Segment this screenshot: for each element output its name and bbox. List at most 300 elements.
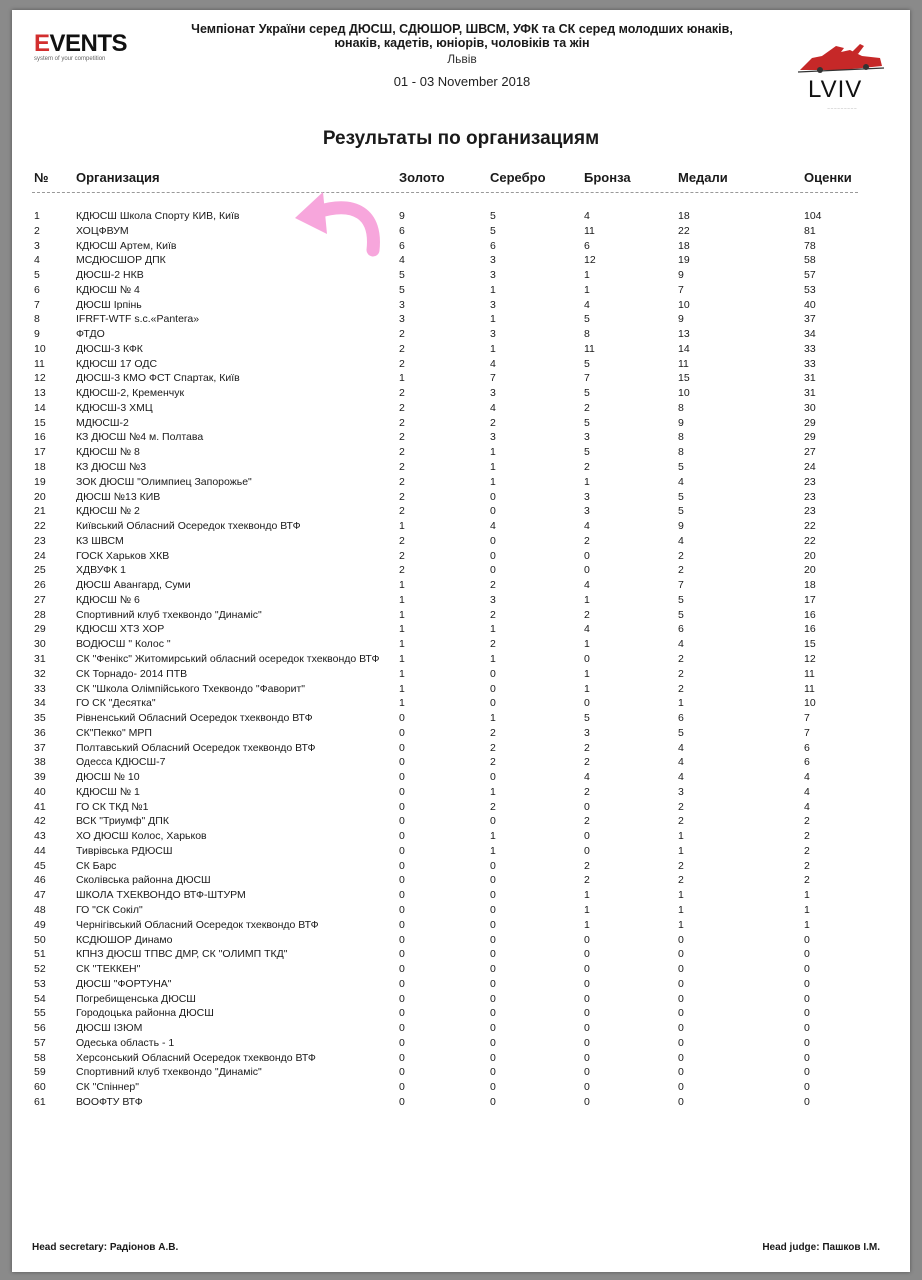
table-row <box>12 667 910 682</box>
row-gold: 3 <box>399 313 405 326</box>
row-org: КДЮСШ Школа Спорту КИВ, Київ <box>76 210 240 222</box>
row-bronze: 0 <box>584 1066 590 1079</box>
row-gold: 1 <box>399 579 405 592</box>
row-medals: 6 <box>678 623 684 636</box>
row-medals: 4 <box>678 475 684 488</box>
row-org: ДЮСШ ІЗЮМ <box>76 1022 143 1035</box>
row-num: 7 <box>34 298 40 311</box>
row-num: 3 <box>34 239 40 252</box>
row-silver: 0 <box>490 505 496 518</box>
row-score: 2 <box>804 830 810 843</box>
row-org: ДЮСШ "ФОРТУНА" <box>76 977 172 990</box>
row-gold: 2 <box>399 475 405 488</box>
row-medals: 1 <box>678 844 684 857</box>
table-row <box>12 268 910 283</box>
row-score: 7 <box>804 726 810 739</box>
row-medals: 4 <box>678 741 684 754</box>
row-silver: 5 <box>490 210 496 222</box>
row-silver: 1 <box>490 712 496 725</box>
row-silver: 0 <box>490 1051 496 1064</box>
row-num: 29 <box>34 623 46 636</box>
row-silver: 3 <box>490 328 496 341</box>
row-org: СК Торнадо- 2014 ПТВ <box>76 667 188 680</box>
row-silver: 3 <box>490 298 496 311</box>
row-score: 22 <box>804 520 816 533</box>
table-row <box>12 416 910 431</box>
row-org: КПНЗ ДЮСШ ТПВС ДМР, СК "ОЛИМП ТКД" <box>76 948 288 961</box>
row-bronze: 1 <box>584 918 590 931</box>
table-row <box>12 504 910 519</box>
row-num: 12 <box>34 372 46 385</box>
row-org: ДЮСШ Ірпінь <box>76 298 142 311</box>
row-score: 40 <box>804 298 816 311</box>
table-row <box>12 711 910 726</box>
row-gold: 5 <box>399 283 405 296</box>
row-num: 34 <box>34 697 46 710</box>
table-row <box>12 1036 910 1051</box>
row-silver: 2 <box>490 579 496 592</box>
table-row <box>12 563 910 578</box>
row-org: ЗОК ДЮСШ "Олимпиец Запорожье" <box>76 475 252 488</box>
row-silver: 0 <box>490 1081 496 1094</box>
row-num: 23 <box>34 534 46 547</box>
row-score: 15 <box>804 638 816 651</box>
row-org: Одеська область - 1 <box>76 1036 175 1049</box>
row-bronze: 0 <box>584 830 590 843</box>
row-org: Херсонський Обласний Осередок тхеквондо ВТФ <box>76 1051 316 1064</box>
row-org: ХО ДЮСШ Колос, Харьков <box>76 830 207 843</box>
row-gold: 0 <box>399 859 405 872</box>
table-row <box>12 298 910 313</box>
table-row <box>12 903 910 918</box>
row-num: 8 <box>34 313 40 326</box>
row-org: Полтавський Обласний Осередок тхеквондо ВТФ <box>76 741 316 754</box>
table-row <box>12 445 910 460</box>
row-silver: 0 <box>490 918 496 931</box>
row-bronze: 4 <box>584 623 590 636</box>
row-bronze: 1 <box>584 269 590 282</box>
row-medals: 0 <box>678 1022 684 1035</box>
row-org: КДЮСШ-3 ХМЦ <box>76 401 153 414</box>
row-silver: 0 <box>490 682 496 695</box>
row-score: 0 <box>804 1036 810 1049</box>
row-num: 16 <box>34 431 46 444</box>
table-header <box>12 169 910 187</box>
row-silver: 0 <box>490 874 496 887</box>
table-row <box>12 741 910 756</box>
table-row <box>12 253 910 268</box>
table-row <box>12 947 910 962</box>
row-medals: 15 <box>678 372 690 385</box>
row-bronze: 4 <box>584 210 590 222</box>
row-silver: 0 <box>490 889 496 902</box>
row-score: 23 <box>804 475 816 488</box>
row-score: 7 <box>804 712 810 725</box>
row-org: ГО "СК Сокіл" <box>76 903 143 916</box>
col-bronze-header: Бронза <box>584 170 631 185</box>
row-bronze: 0 <box>584 564 590 577</box>
row-bronze: 1 <box>584 682 590 695</box>
table-row <box>12 1006 910 1021</box>
row-score: 6 <box>804 741 810 754</box>
row-num: 18 <box>34 461 46 474</box>
row-org: Городоцька районна ДЮСШ <box>76 1007 214 1020</box>
row-silver: 0 <box>490 1066 496 1079</box>
row-silver: 0 <box>490 549 496 562</box>
row-num: 17 <box>34 446 46 459</box>
row-num: 49 <box>34 918 46 931</box>
row-org: ХОЦФВУМ <box>76 224 129 237</box>
championship-title: Чемпіонат України серед ДЮСШ, СДЮШОР, ШВСМ, УФК та СК серед молодших юнаків, юнаків, кадетів, юніорів, чоловіків та жін <box>191 22 733 50</box>
row-org: КЗ ДЮСШ №3 <box>76 461 147 474</box>
row-gold: 2 <box>399 549 405 562</box>
row-score: 6 <box>804 756 810 769</box>
row-score: 2 <box>804 859 810 872</box>
row-gold: 0 <box>399 1022 405 1035</box>
row-silver: 1 <box>490 313 496 326</box>
row-gold: 0 <box>399 1095 405 1108</box>
row-bronze: 0 <box>584 697 590 710</box>
row-silver: 0 <box>490 977 496 990</box>
row-org: ВОДЮСШ " Колос " <box>76 638 171 651</box>
row-score: 31 <box>804 372 816 385</box>
row-gold: 0 <box>399 1081 405 1094</box>
row-org: ДЮСШ-2 НКВ <box>76 269 144 282</box>
row-silver: 1 <box>490 830 496 843</box>
row-gold: 2 <box>399 357 405 370</box>
row-num: 38 <box>34 756 46 769</box>
row-bronze: 0 <box>584 652 590 665</box>
row-medals: 14 <box>678 342 690 355</box>
row-medals: 9 <box>678 416 684 429</box>
row-score: 0 <box>804 933 810 946</box>
row-bronze: 0 <box>584 933 590 946</box>
table-row <box>12 844 910 859</box>
row-bronze: 5 <box>584 313 590 326</box>
row-silver: 2 <box>490 638 496 651</box>
row-org: ГО СК ТКД №1 <box>76 800 149 813</box>
row-gold: 0 <box>399 1036 405 1049</box>
table-row <box>12 283 910 298</box>
row-num: 4 <box>34 254 40 267</box>
table-row <box>12 696 910 711</box>
row-gold: 1 <box>399 593 405 606</box>
row-num: 32 <box>34 667 46 680</box>
row-bronze: 2 <box>584 608 590 621</box>
row-bronze: 5 <box>584 387 590 400</box>
row-num: 20 <box>34 490 46 503</box>
row-bronze: 12 <box>584 254 596 267</box>
row-score: 0 <box>804 1095 810 1108</box>
row-medals: 4 <box>678 756 684 769</box>
row-score: 20 <box>804 549 816 562</box>
table-row <box>12 785 910 800</box>
lviv-logo <box>792 40 888 112</box>
row-num: 59 <box>34 1066 46 1079</box>
row-medals: 1 <box>678 697 684 710</box>
table-row <box>12 977 910 992</box>
row-silver: 4 <box>490 520 496 533</box>
row-score: 0 <box>804 963 810 976</box>
table-row <box>12 519 910 534</box>
row-gold: 1 <box>399 372 405 385</box>
row-gold: 3 <box>399 298 405 311</box>
row-medals: 9 <box>678 313 684 326</box>
row-bronze: 1 <box>584 283 590 296</box>
row-score: 11 <box>804 667 815 680</box>
table-row <box>12 800 910 815</box>
row-org: Спортивний клуб тхеквондо "Динаміс" <box>76 608 262 621</box>
row-score: 2 <box>804 815 810 828</box>
row-gold: 0 <box>399 948 405 961</box>
row-gold: 2 <box>399 387 405 400</box>
row-num: 1 <box>34 210 40 222</box>
row-org: Чернігівський Обласний Осередок тхеквондо ВТФ <box>76 918 319 931</box>
row-bronze: 4 <box>584 771 590 784</box>
row-gold: 0 <box>399 830 405 843</box>
row-gold: 9 <box>399 210 405 222</box>
table-row <box>12 755 910 770</box>
row-score: 57 <box>804 269 816 282</box>
row-medals: 19 <box>678 254 690 267</box>
table-row <box>12 888 910 903</box>
row-bronze: 5 <box>584 446 590 459</box>
row-bronze: 2 <box>584 785 590 798</box>
row-medals: 1 <box>678 903 684 916</box>
row-gold: 0 <box>399 741 405 754</box>
row-num: 24 <box>34 549 46 562</box>
row-gold: 0 <box>399 1007 405 1020</box>
row-org: СК "Фенікс" Житомирський обласний осередок тхеквондо ВТФ <box>76 652 380 665</box>
row-bronze: 0 <box>584 800 590 813</box>
row-bronze: 0 <box>584 1007 590 1020</box>
row-gold: 1 <box>399 652 405 665</box>
row-org: СК "ТЕККЕН" <box>76 963 141 976</box>
row-medals: 5 <box>678 490 684 503</box>
row-gold: 0 <box>399 889 405 902</box>
row-gold: 2 <box>399 401 405 414</box>
row-num: 31 <box>34 652 46 665</box>
row-org: КДЮСШ № 4 <box>76 283 140 296</box>
row-medals: 2 <box>678 800 684 813</box>
row-org: КДЮСШ № 8 <box>76 446 140 459</box>
row-bronze: 2 <box>584 741 590 754</box>
row-org: ХДВУФК 1 <box>76 564 126 577</box>
row-bronze: 0 <box>584 1051 590 1064</box>
row-num: 11 <box>34 357 45 370</box>
row-org: Тиврівська РДЮСШ <box>76 844 173 857</box>
row-bronze: 0 <box>584 963 590 976</box>
row-gold: 2 <box>399 505 405 518</box>
row-org: Рівненський Обласний Осередок тхеквондо ВТФ <box>76 712 313 725</box>
row-num: 22 <box>34 520 46 533</box>
lviv-car-logo-icon <box>792 40 888 80</box>
row-silver: 0 <box>490 933 496 946</box>
row-medals: 2 <box>678 815 684 828</box>
row-score: 0 <box>804 1081 810 1094</box>
row-num: 25 <box>34 564 46 577</box>
row-silver: 1 <box>490 461 496 474</box>
row-medals: 2 <box>678 874 684 887</box>
curved-arrow-icon <box>277 178 387 258</box>
head-judge: Head judge: Пашков І.М. <box>762 1242 880 1253</box>
row-bronze: 0 <box>584 1022 590 1035</box>
row-gold: 2 <box>399 342 405 355</box>
row-org: Сколівська районна ДЮСШ <box>76 874 211 887</box>
row-silver: 0 <box>490 992 496 1005</box>
row-score: 17 <box>804 593 816 606</box>
row-medals: 5 <box>678 593 684 606</box>
row-score: 22 <box>804 534 816 547</box>
row-org: ДЮСШ-3 КМО ФСТ Спартак, Київ <box>76 372 240 385</box>
row-gold: 0 <box>399 712 405 725</box>
row-silver: 3 <box>490 269 496 282</box>
row-org: ВООФТУ ВТФ <box>76 1095 143 1108</box>
row-num: 14 <box>34 401 46 414</box>
row-gold: 0 <box>399 933 405 946</box>
table-row <box>12 622 910 637</box>
row-num: 28 <box>34 608 46 621</box>
row-num: 58 <box>34 1051 46 1064</box>
row-num: 15 <box>34 416 46 429</box>
header-divider <box>32 192 858 193</box>
row-medals: 5 <box>678 461 684 474</box>
table-row <box>12 637 910 652</box>
row-bronze: 0 <box>584 549 590 562</box>
row-bronze: 11 <box>584 342 595 355</box>
row-num: 40 <box>34 785 46 798</box>
row-num: 60 <box>34 1081 46 1094</box>
championship-city: Львів <box>447 52 477 66</box>
row-num: 41 <box>34 800 46 813</box>
row-medals: 1 <box>678 830 684 843</box>
row-medals: 2 <box>678 564 684 577</box>
table-row <box>12 1021 910 1036</box>
row-org: КСДЮШОР Динамо <box>76 933 173 946</box>
row-silver: 0 <box>490 815 496 828</box>
row-medals: 0 <box>678 1007 684 1020</box>
table-row <box>12 859 910 874</box>
row-org: IFRFT-WTF s.c.«Pantera» <box>76 313 200 326</box>
row-silver: 0 <box>490 903 496 916</box>
row-score: 33 <box>804 342 816 355</box>
row-num: 6 <box>34 283 40 296</box>
col-org-header: Организация <box>76 170 160 185</box>
row-org: ФТДО <box>76 328 105 341</box>
row-bronze: 1 <box>584 667 590 680</box>
row-score: 0 <box>804 1066 810 1079</box>
row-medals: 5 <box>678 726 684 739</box>
table-row <box>12 814 910 829</box>
row-bronze: 5 <box>584 416 590 429</box>
row-org: КДЮСШ № 1 <box>76 785 140 798</box>
row-org: ШКОЛА ТХЕКВОНДО ВТФ-ШТУРМ <box>76 889 246 902</box>
row-silver: 0 <box>490 771 496 784</box>
row-medals: 8 <box>678 431 684 444</box>
row-org: КДЮСШ № 2 <box>76 505 140 518</box>
col-gold-header: Золото <box>399 170 445 185</box>
row-gold: 0 <box>399 756 405 769</box>
row-score: 104 <box>804 210 822 222</box>
row-silver: 4 <box>490 357 496 370</box>
row-gold: 2 <box>399 446 405 459</box>
row-bronze: 3 <box>584 726 590 739</box>
row-num: 47 <box>34 889 46 902</box>
row-org: КДЮСШ ХТЗ ХОР <box>76 623 165 636</box>
row-silver: 0 <box>490 1022 496 1035</box>
row-org: ДЮСШ №13 КИВ <box>76 490 161 503</box>
row-score: 0 <box>804 992 810 1005</box>
row-bronze: 3 <box>584 490 590 503</box>
table-row <box>12 401 910 416</box>
row-org: СК Барс <box>76 859 117 872</box>
events-logo <box>34 30 127 62</box>
row-num: 44 <box>34 844 46 857</box>
row-bronze: 5 <box>584 712 590 725</box>
row-org: Одесса КДЮСШ-7 <box>76 756 166 769</box>
row-score: 18 <box>804 579 816 592</box>
col-score-header: Оценки <box>804 170 852 185</box>
row-score: 33 <box>804 357 816 370</box>
row-silver: 1 <box>490 623 496 636</box>
row-org: МСДЮСШОР ДПК <box>76 254 166 267</box>
row-gold: 4 <box>399 254 405 267</box>
row-num: 26 <box>34 579 46 592</box>
row-num: 56 <box>34 1022 46 1035</box>
row-medals: 22 <box>678 224 690 237</box>
table-row <box>12 327 910 342</box>
row-silver: 0 <box>490 948 496 961</box>
table-row <box>12 224 910 239</box>
row-score: 16 <box>804 608 816 621</box>
row-medals: 9 <box>678 269 684 282</box>
row-score: 37 <box>804 313 816 326</box>
row-org: ДЮСШ-3 КФК <box>76 342 143 355</box>
row-medals: 7 <box>678 579 684 592</box>
row-org: ГОСК Харьков ХКВ <box>76 549 170 562</box>
row-score: 23 <box>804 490 816 503</box>
row-bronze: 2 <box>584 756 590 769</box>
row-num: 39 <box>34 771 46 784</box>
row-gold: 0 <box>399 771 405 784</box>
table-row <box>12 770 910 785</box>
row-gold: 1 <box>399 520 405 533</box>
row-bronze: 6 <box>584 239 590 252</box>
row-org: КДЮСШ № 6 <box>76 593 140 606</box>
row-bronze: 1 <box>584 889 590 902</box>
table-row <box>12 312 910 327</box>
row-silver: 1 <box>490 652 496 665</box>
row-score: 10 <box>804 697 816 710</box>
row-gold: 2 <box>399 564 405 577</box>
row-silver: 0 <box>490 1095 496 1108</box>
table-row <box>12 873 910 888</box>
row-medals: 6 <box>678 712 684 725</box>
row-num: 37 <box>34 741 46 754</box>
row-score: 2 <box>804 844 810 857</box>
row-bronze: 1 <box>584 638 590 651</box>
row-medals: 11 <box>678 357 689 370</box>
results-table <box>12 209 910 1110</box>
row-medals: 2 <box>678 682 684 695</box>
row-score: 27 <box>804 446 816 459</box>
row-gold: 0 <box>399 903 405 916</box>
row-num: 9 <box>34 328 40 341</box>
row-gold: 2 <box>399 534 405 547</box>
row-org: МДЮСШ-2 <box>76 416 129 429</box>
row-silver: 0 <box>490 564 496 577</box>
row-medals: 7 <box>678 283 684 296</box>
